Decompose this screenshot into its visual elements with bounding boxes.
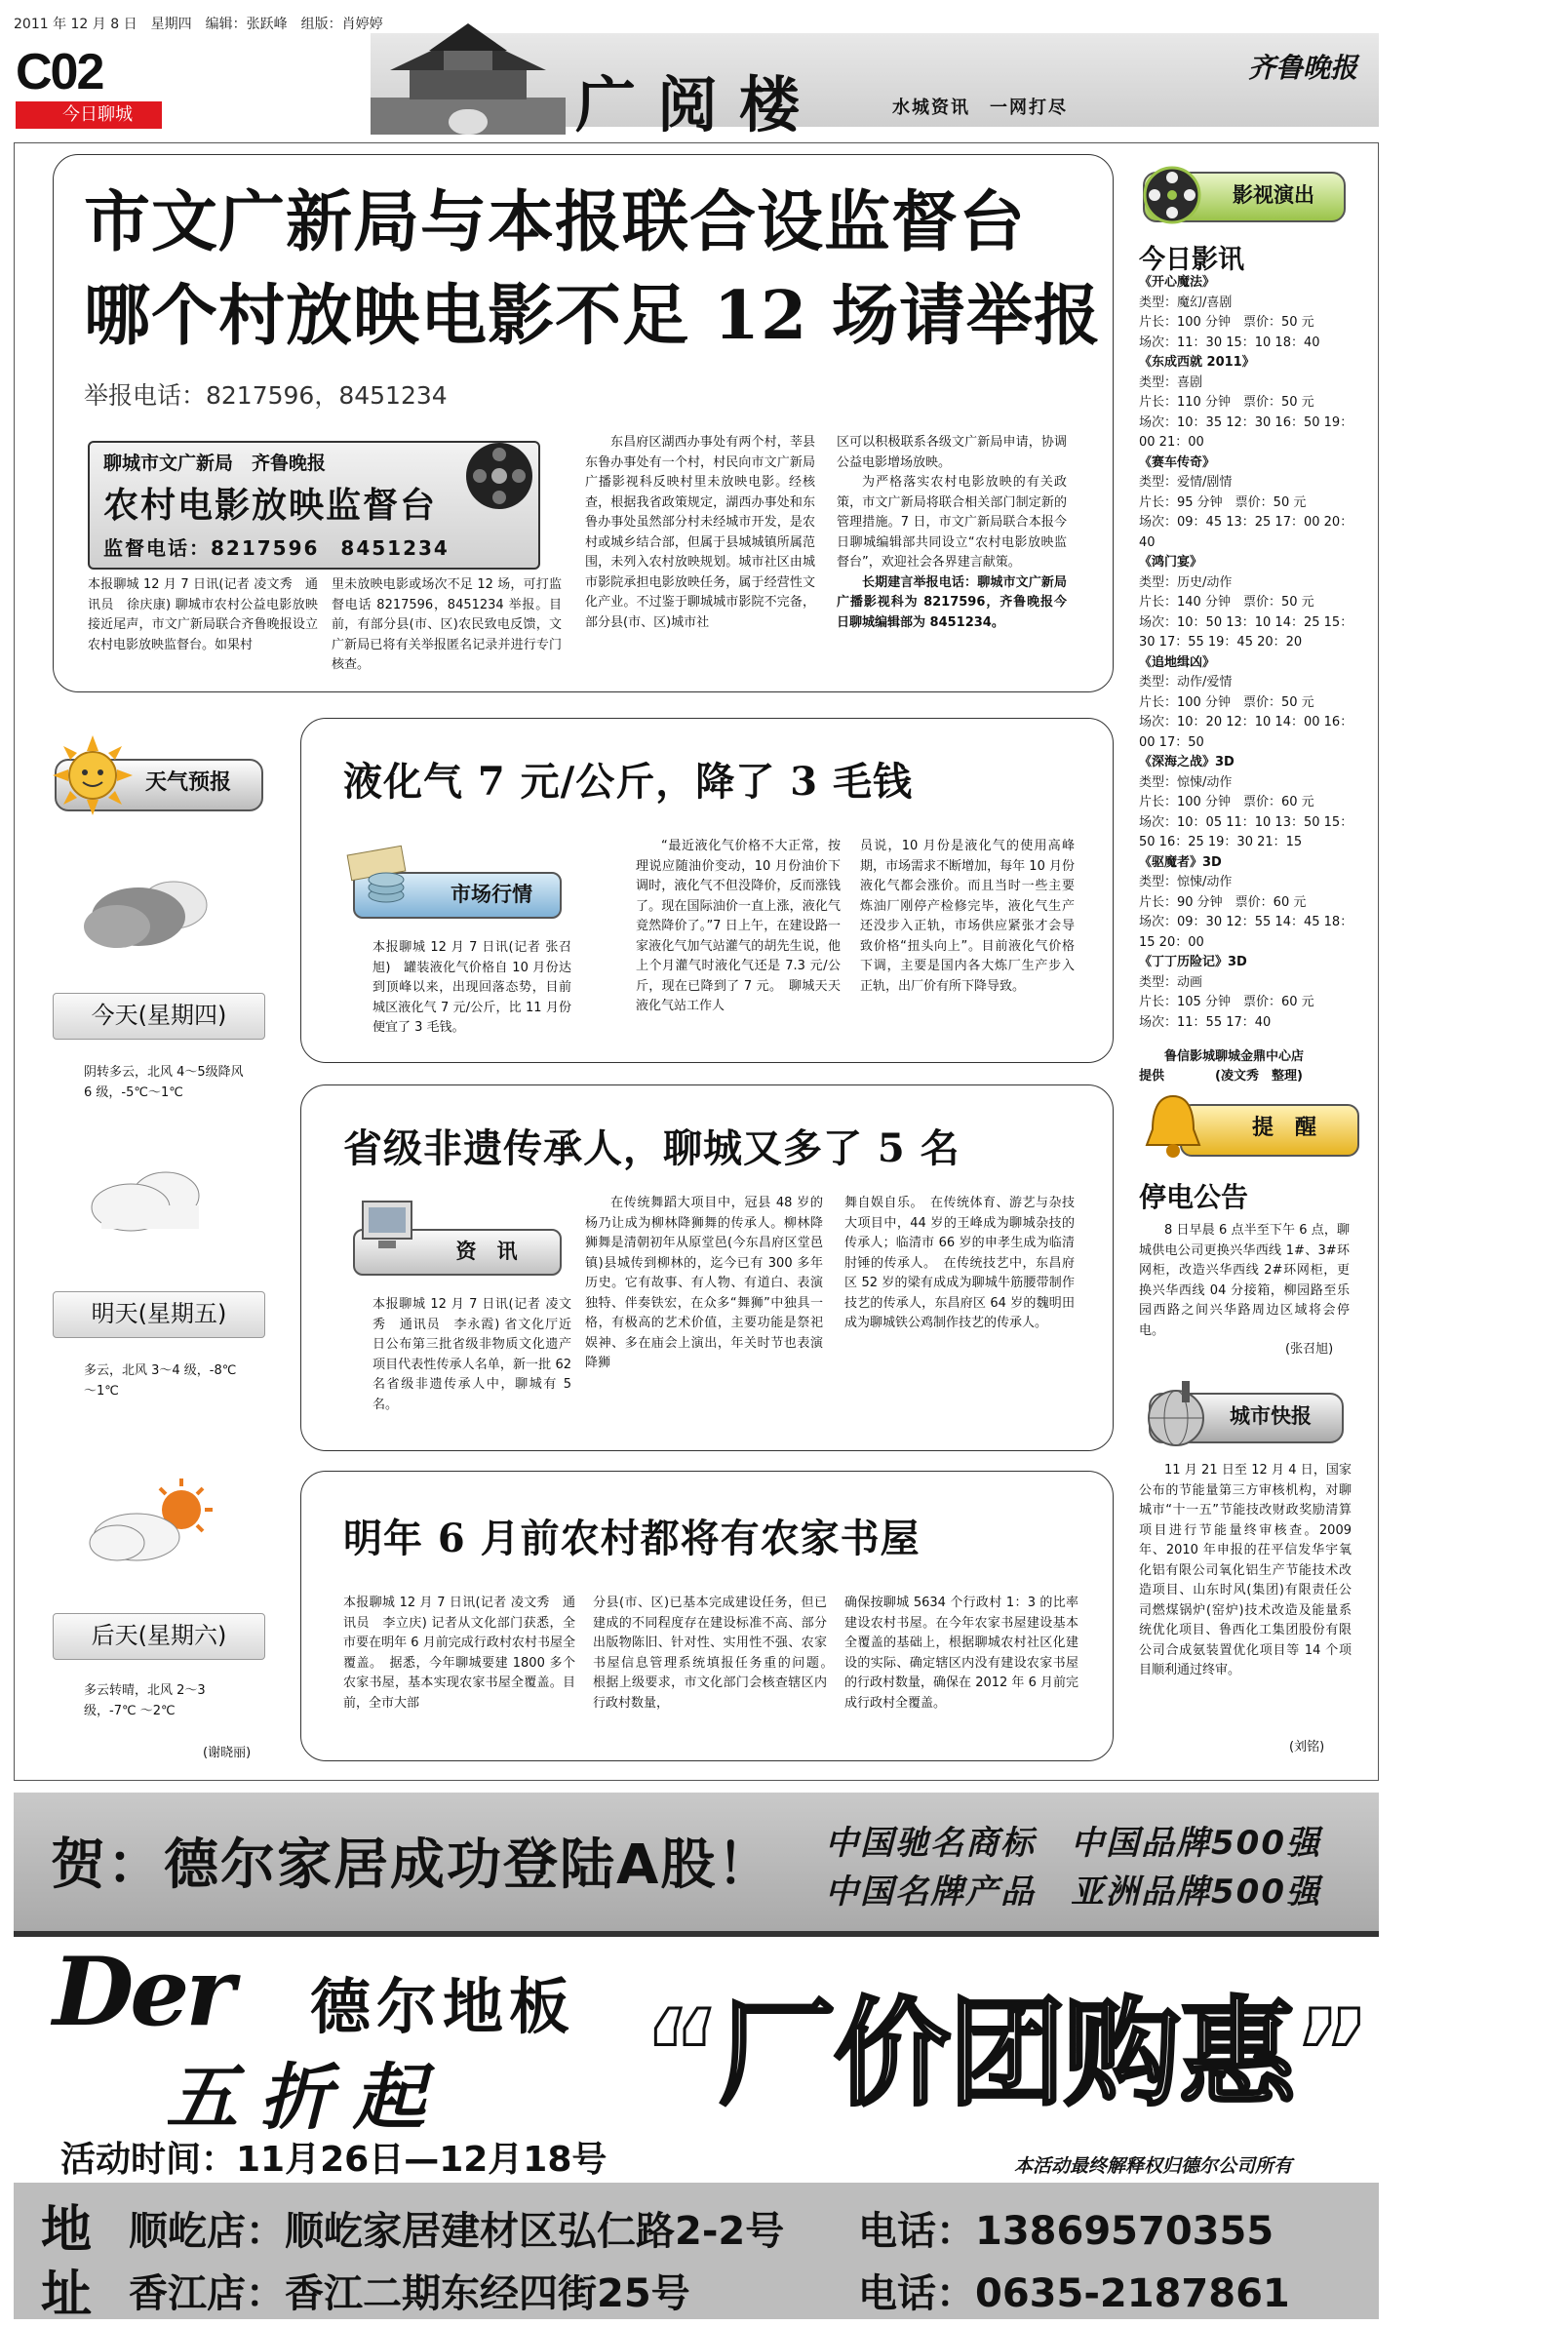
badge-title: 农村电影放映监督台: [103, 486, 438, 526]
movie-type: 类型：历史/动作: [1139, 574, 1233, 590]
store-1-phone: 电话：13869570355: [858, 2209, 1274, 2254]
globe-icon: [1137, 1375, 1215, 1453]
movie-type: 类型：动作/爱情: [1139, 675, 1233, 690]
movie-times: 场次：10：35 12：30 16：50 19：00 21：00: [1139, 414, 1353, 450]
heritage-col-2: 在传统舞蹈大项目中，冠县 48 岁的杨乃让成为柳林降狮舞的传承人。柳林降狮舞是清朝初年从原堂邑(今东昌府区堂邑镇)县城传到柳林的，迄今已有 300 多年历史。它有故事、有人物、有道白、表演独特、伴奏铁宏，在众多“舞狮”中独具一格，有极高的艺术价值，主要功能是祭祀娱神、多在庙会上演出，年关时节也表演降狮: [585, 1196, 823, 1370]
der-logo: Der: [53, 1937, 231, 2047]
movie-times: 场次：10：20 12：10 14：00 16：00 17：50: [1139, 715, 1353, 750]
movie-list: [1139, 273, 1365, 1033]
movie-item: [1139, 753, 1365, 853]
heritage-col-3: 舞自娱自乐。 在传统体育、游艺与杂技大项目中，44 岁的王峰成为聊城杂技的传承人；临清市 66 岁的申孝生成为临清肘锤的传承人。 在传统技艺中，东昌府区 52 岁的梁有成成为聊城牛筋腰带制作技艺的传承人，东昌府区 64 岁的魏明田成为聊城铁公鸡制作技艺的传承人。: [844, 1196, 1075, 1330]
movies-provided: 提供 (凌文秀 整理): [1139, 1069, 1303, 1084]
weather-day-3: 后天(星期六): [53, 1613, 265, 1660]
film-reel-icon: [1141, 164, 1203, 226]
movie-type: 类型：魔幻/喜剧: [1139, 295, 1233, 310]
weather-day-1-text: 阴转多云，北风 4～5级降风 6 级，-5℃～1℃: [84, 1065, 244, 1100]
movie-name: 《丁丁历险记》3D: [1139, 955, 1247, 969]
lead-title-1: 市文广新局与本报联合设监督台: [84, 183, 1027, 261]
movie-len: 片长：105 分钟 票价：60 元: [1139, 995, 1314, 1009]
movie-item: [1139, 953, 1365, 1033]
movie-name: 《鸿门宴》: [1139, 555, 1203, 570]
heritage-col-1: 本报聊城 12 月 7 日讯(记者 凌文秀 通讯员 李永霞) 省文化厅近日公布第三批省级非物质文化遗产项目代表性传承人名单，新一批 62 名省级非遗传承人中，聊城有 5 名。: [372, 1297, 571, 1412]
badge-org: 聊城市文广新局 齐鲁晚报: [103, 453, 327, 474]
movie-len: 片长：100 分钟 票价：60 元: [1139, 795, 1314, 809]
movie-times: 场次：11：30 15：10 18：40: [1139, 335, 1320, 350]
der-brand-cn: 德尔地板: [310, 1971, 576, 2042]
heritage-title: 省级非遗传承人，聊城又多了 5 名: [343, 1125, 960, 1171]
weather-day-1: 今天(星期四): [53, 993, 265, 1040]
lead-col-4: [837, 433, 1067, 633]
lead-col-4-p1: 区可以积极联系各级文广新局申请，协调公益电影增场放映。: [837, 435, 1067, 470]
section-tag: 今日聊城: [16, 101, 162, 129]
power-outage-text: 8 日早晨 6 点半至下午 6 点，聊城供电公司更换兴华西线 1#、3#环网柜，改造兴华西线 2#环网柜，更换兴华西线 04 分接箱，柳园路至乐园西路之间兴华路周边区域将会停电。: [1139, 1223, 1350, 1338]
gas-col-3: 员说，10 月份是液化气的使用高峰期，市场需求不断增加，每年 10 月份液化气都会涨价。而且当时一些主要炼油厂刚停产检修完毕，液化气生产还没步入正轨，市场供应紧张才会导致价格“扭头向上”。目前液化气价格下调，主要是国内各大炼厂生产步入正轨，出厂价有所下降导致。: [860, 839, 1075, 994]
citynews-text: 11 月 21 日至 12 月 4 日，国家公布的节能量第三方审核机构，对聊城市“十一五”节能技改财政奖励清算项目进行节能量终审核查。2009 年、2010 年申报的茌平信发华宇氧化铝有限公司氧化铝生产节能技术改造项目、山东时风(集团)有限责任公司燃煤锅炉(窑炉)技术改造及能量系统优化项目、鲁西化工集团股份有限公司合成氨装置优化项目等 14 个项目顺利通过终审。: [1139, 1463, 1352, 1677]
ad-discount: 五折起: [166, 2056, 447, 2140]
citynews-credit: (刘铭): [1289, 1740, 1325, 1754]
newspaper-brand: 齐鲁晚报: [1248, 52, 1358, 84]
movie-item: [1139, 553, 1365, 653]
movie-type: 类型：惊悚/动作: [1139, 774, 1233, 790]
movie-times: 场次：09：45 13：25 17：00 20：40: [1139, 515, 1353, 550]
sun-icon: [51, 733, 135, 817]
gas-col-2: “最近液化气价格不大正常，按理说应随油价变动，10 月份油价下调时，液化气不但没降价，反而涨钱了。现在国际油价一直上涨，液化气竟然降价了。”7 日上午，在建设路一家液化气加气站灌气的胡先生说，他上个月灌气时液化气还是 7.3 元/公斤，现在已降到了 7 元。 聊城天天液化气站工作人: [636, 839, 841, 1013]
power-outage-heading: 停电公告: [1139, 1181, 1249, 1213]
address-label-2: 址: [41, 2266, 93, 2324]
movie-type: 类型：动画: [1139, 974, 1203, 990]
coins-icon: [343, 845, 421, 913]
reminder-badge-label: 提 醒: [1251, 1116, 1316, 1140]
ad-disclaimer: 本活动最终解释权归德尔公司所有: [1014, 2155, 1293, 2177]
movie-len: 片长：140 分钟 票价：50 元: [1139, 595, 1314, 610]
movie-item: [1139, 273, 1365, 353]
movie-type: 类型：惊悚/动作: [1139, 875, 1233, 889]
movie-name: 《东成西就 2011》: [1139, 355, 1255, 370]
movie-times: 场次：09：30 12：55 14：45 18：15 20：00: [1139, 915, 1353, 950]
weather-badge-label: 天气预报: [144, 770, 231, 795]
supervision-badge: [88, 441, 540, 570]
movie-item: [1139, 853, 1365, 954]
library-col-1: 本报聊城 12 月 7 日讯(记者 凌文秀 通讯员 李立庆) 记者从文化部门获悉，全市要在明年 6 月前完成行政村农村书屋全覆盖。 据悉，今年聊城要建 1800 多个农家书屋，基本实现农家书屋全覆盖。目前，全市大部: [343, 1596, 575, 1711]
address-label-1: 地: [41, 2201, 93, 2260]
library-col-2: 分县(市、区)已基本完成建设任务，但已建成的不同程度存在建设标准不高、部分出版物陈旧、针对性、实用性不强、农家书屋信息管理系统填报任务重的问题。 根据上级要求，市文化部门会核查辖区内行政村数量，: [593, 1596, 841, 1711]
citynews-badge-label: 城市快报: [1230, 1404, 1312, 1428]
lead-col-1: 本报聊城 12 月 7 日讯(记者 凌文秀 通讯员 徐庆康) 聊城市农村公益电影放映接近尾声，市文广新局联合齐鲁晚报设立农村电影放映监督台。如果村: [88, 577, 318, 652]
section-title: 广阅楼: [575, 69, 822, 140]
weather-day-2-text: 多云，北风 3～4 级，-8℃ ～1℃: [84, 1363, 237, 1399]
film-reel-icon: [460, 437, 538, 515]
movie-times: 场次：10：05 11：10 13：50 15：50 16：25 19：30 21：15: [1139, 814, 1353, 849]
computer-icon: [357, 1196, 425, 1264]
lead-col-4-p3: 长期建言举报电话：聊城市文广新局广播影视科为 8217596，齐鲁晚报今日聊城编辑部为 8451234。: [837, 574, 1067, 630]
weather-day-3-text: 多云转晴，北风 2～3 级，-7℃ ～2℃: [84, 1683, 206, 1718]
badge-phone: 监督电话：8217596 8451234: [103, 536, 450, 560]
power-outage-credit: (张召旭): [1285, 1342, 1334, 1357]
library-col-3: 确保按聊城 5634 个行政村 1：3 的比率建设农村书屋。在今年农家书屋建设基本全覆盖的基础上，根据聊城农村社区化建设的实际、确定辖区内没有建设农家书屋的行政村数量，确保在 2012 年 6 月前完成行政村全覆盖。: [844, 1596, 1078, 1711]
store-1-address: 顺屹店：顺屹家居建材区弘仁路2-2号: [129, 2209, 785, 2254]
ad-slogan: “厂价团购惠”: [644, 1987, 1369, 2122]
movie-times: 场次：11：55 17：40: [1139, 1014, 1272, 1030]
gas-col-1: 本报聊城 12 月 7 日讯(记者 张召旭) 罐装液化气价格自 10 月份达到顶峰以来，出现回落态势，目前城区液化气 7 元/公斤，比 11 月份便宜了 3 毛钱。: [372, 940, 571, 1035]
lead-col-3: 东昌府区湖西办事处有两个村，莘县东鲁办事处有一个村，村民向市文广新局广播影视科反映村里未放映电影。经核查，根据我省政策规定，湖西办事处和东鲁办事处虽然部分村未经城市开发，是农村或城乡结合部，但属于县城城镇所属范围，未列入农村放映规划。城市社区由城市影院承担电影放映任务，属于经营性文化产业。不过鉴于聊城城市影院不完备，部分县(市、区)城市社: [585, 435, 815, 630]
movie-times: 场次：10：50 13：10 14：25 15：30 17：55 19：45 20：20: [1139, 614, 1353, 650]
movie-name: 《开心魔法》: [1139, 275, 1216, 290]
movie-len: 片长：95 分钟 票价：50 元: [1139, 494, 1307, 510]
page-number: C02: [16, 44, 103, 100]
lead-col-4-p2: 为严格落实农村电影放映的有关政策，市文广新局将联合相关部门制定新的管理措施。7 日，市文广新局联合本报今日聊城编辑部共同设立“农村电影放映监督台”，欢迎社会各界建言献策。: [837, 475, 1067, 570]
sun-cloud-icon: [82, 1475, 218, 1572]
movie-item: [1139, 653, 1365, 754]
ad-banner-main: 贺：德尔家居成功登陆A股！: [51, 1833, 774, 1897]
info-badge-label: 资 讯: [455, 1240, 518, 1263]
movies-heading: 今日影讯: [1139, 245, 1244, 275]
movie-item: [1139, 353, 1365, 453]
movie-name: 《深海之战》3D: [1139, 755, 1235, 769]
movies-provider: 鲁信影城聊城金鼎中心店: [1164, 1049, 1305, 1064]
movie-type: 类型：喜剧: [1139, 375, 1203, 390]
ad-banner-line1: 中国驰名商标 中国品牌500强: [825, 1824, 1321, 1863]
movie-name: 《驱魔者》3D: [1139, 854, 1222, 870]
tower-illustration: [351, 20, 585, 137]
lead-title-2: 哪个村放映电影不足 12 场请举报: [84, 277, 1101, 355]
gas-title: 液化气 7 元/公斤，降了 3 毛钱: [343, 759, 913, 805]
movie-len: 片长：110 分钟 票价：50 元: [1139, 395, 1314, 410]
movie-name: 《追地缉凶》: [1139, 654, 1216, 670]
section-subtitle: 水城资讯 一网打尽: [892, 98, 1068, 118]
movie-len: 片长：90 分钟 票价：60 元: [1139, 894, 1307, 910]
lead-col-2: 里未放映电影或场次不足 12 场，可打监督电话 8217596，8451234 举报。目前，有部分县(市、区)农民致电反馈，文广新局已将有关举报匿名记录并进行专门核查。: [332, 577, 562, 672]
weather-credit: (谢晓丽): [203, 1746, 252, 1760]
cloudy-icon: [78, 866, 215, 954]
cloud-icon: [84, 1161, 211, 1239]
library-title: 明年 6 月前农村都将有农家书屋: [343, 1516, 921, 1561]
lead-hotline: 举报电话：8217596，8451234: [84, 381, 448, 410]
weather-day-2: 明天(星期五): [53, 1291, 265, 1338]
dateline: 2011 年 12 月 8 日 星期四 编辑：张跃峰 组版：肖婷婷: [14, 17, 383, 32]
movie-type: 类型：爱情/剧情: [1139, 475, 1233, 490]
movie-len: 片长：100 分钟 票价：50 元: [1139, 694, 1314, 710]
store-2-address: 香江店：香江二期东经四街25号: [129, 2271, 690, 2316]
movie-len: 片长：100 分钟 票价：50 元: [1139, 315, 1314, 330]
ad-banner-line2: 中国名牌产品 亚洲品牌500强: [825, 1873, 1321, 1912]
ad-period: 活动时间：11月26日—12月18号: [60, 2140, 608, 2180]
movies-badge-label: 影视演出: [1233, 183, 1314, 207]
movie-item: [1139, 453, 1365, 554]
store-2-phone: 电话：0635-2187861: [858, 2271, 1290, 2316]
market-badge-label: 市场行情: [451, 883, 532, 906]
movie-name: 《赛车传奇》: [1139, 454, 1216, 470]
bell-icon: [1139, 1090, 1207, 1166]
